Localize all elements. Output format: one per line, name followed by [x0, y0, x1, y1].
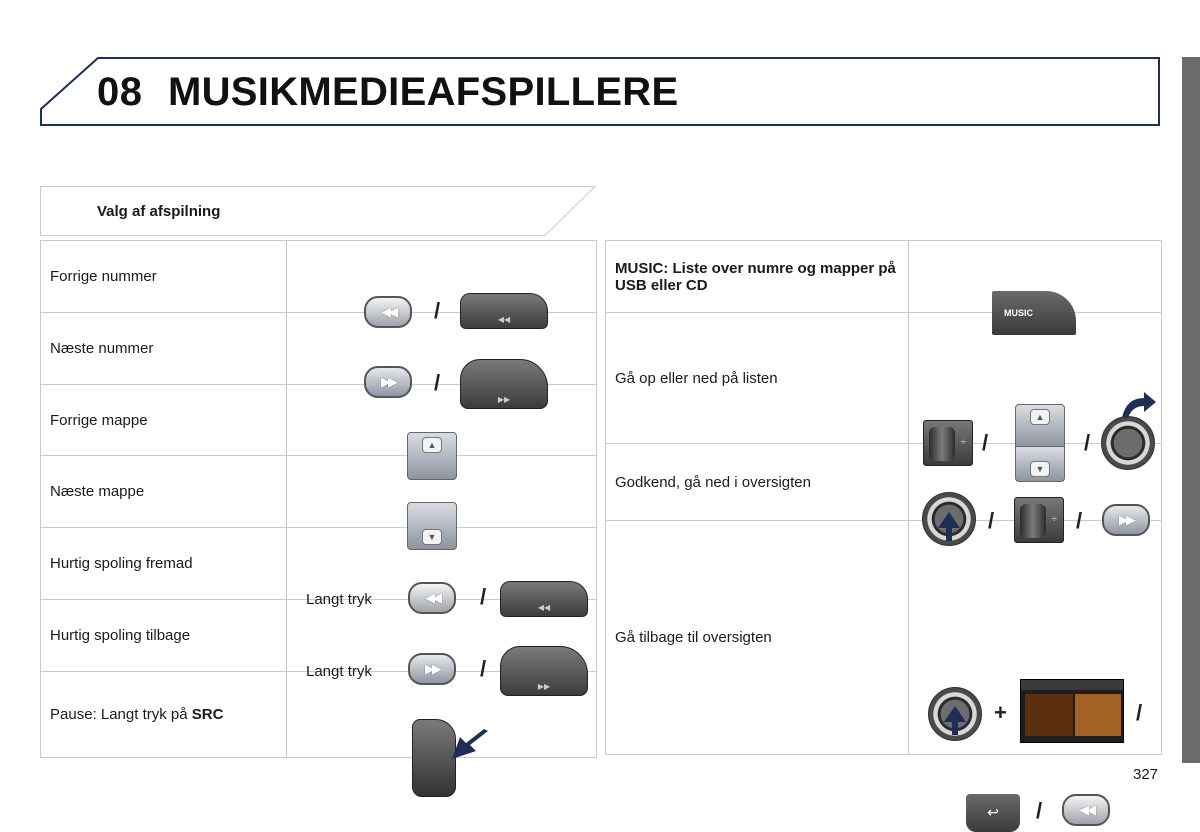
steering-wheel-control-icon: ▶▶ [500, 646, 588, 696]
section-heading-box [40, 186, 596, 236]
separator-slash: / [982, 430, 989, 455]
table-row [606, 444, 1162, 521]
page-number: 327 [1133, 766, 1159, 783]
long-press-note: Langt tryk [306, 662, 372, 680]
row-label: MUSIC: Liste over numre og mapper på USB eller CD [606, 241, 909, 313]
rewind-icon: ◀◀ [408, 582, 456, 614]
table-row [41, 456, 597, 528]
music-button-icon: MUSIC [992, 291, 1076, 335]
table-row [41, 241, 597, 313]
row-label: Godkend, gå ned i oversigten [606, 444, 909, 521]
row-icons [909, 241, 1162, 318]
steering-wheel-control-icon: ◀◀ [460, 293, 548, 329]
folder-up-icon: ▲ [1015, 404, 1065, 448]
scroll-wheel-icon: ÷ [1014, 497, 1064, 543]
folder-down-icon: ▼ [1015, 446, 1065, 482]
separator-slash: / [480, 655, 487, 681]
back-arrow-icon: ↩ [966, 794, 1020, 832]
row-label: Hurtig spoling fremad [41, 528, 287, 600]
pause-label: Pause: Langt tryk på [50, 706, 192, 723]
table-row [41, 385, 597, 456]
rewind-icon: ◀◀ [1062, 794, 1110, 826]
table-row [41, 600, 597, 672]
row-label: Forrige nummer [41, 241, 287, 313]
row-icons [909, 444, 1162, 533]
folder-up-icon: ▲ [407, 432, 457, 480]
table-row [606, 521, 1162, 755]
row-icons [909, 313, 1162, 474]
steering-wheel-control-icon: ◀◀ [500, 581, 588, 617]
separator-slash: / [480, 583, 487, 609]
rewind-icon: ◀◀ [364, 296, 412, 328]
screen-preview-image [1020, 679, 1124, 743]
separator-slash: / [1084, 430, 1091, 455]
table-row [41, 672, 597, 758]
row-label: Hurtig spoling tilbage [41, 600, 287, 672]
row-icons [287, 600, 597, 691]
src-label: SRC [191, 706, 224, 723]
playback-controls-table [40, 240, 597, 758]
row-label: Gå tilbage til oversigten [606, 521, 909, 755]
press-arrow-icon [944, 706, 966, 722]
row-label: Næste mappe [41, 456, 287, 528]
row-icons [287, 241, 597, 324]
table-row [41, 313, 597, 385]
steering-wheel-control-icon: ▶▶ [460, 359, 548, 409]
row-icons [287, 456, 597, 542]
fast-forward-icon: ▶▶ [1102, 504, 1150, 536]
chapter-title: MUSIKMEDIEAFSPILLERE [168, 70, 679, 114]
row-icons [287, 528, 597, 612]
scroll-wheel-icon: ÷ [923, 420, 973, 466]
separator-slash: / [434, 297, 441, 323]
section-heading: Valg af afspilning [97, 203, 221, 220]
folder-down-icon: ▼ [407, 502, 457, 550]
row-label: Forrige mappe [41, 385, 287, 456]
row-icons [287, 313, 597, 404]
chapter-side-tab [1182, 57, 1200, 763]
row-icons [287, 385, 597, 456]
separator-slash: / [1036, 797, 1043, 823]
separator-slash: / [1076, 508, 1083, 533]
fast-forward-icon: ▶▶ [364, 366, 412, 398]
row-label [41, 672, 287, 758]
press-arrow-stem [952, 721, 958, 735]
separator-slash: / [1136, 699, 1143, 725]
separator-slash: / [988, 508, 995, 533]
long-press-note: Langt tryk [306, 590, 372, 608]
separator-plus: + [994, 699, 1007, 725]
separator-slash: / [434, 369, 441, 395]
table-row [606, 313, 1162, 444]
row-icons [287, 672, 597, 758]
table-row [606, 241, 1162, 313]
rotate-arrow-icon [1118, 390, 1158, 420]
pointer-arrow-icon [448, 729, 490, 763]
row-label: Næste nummer [41, 313, 287, 385]
chapter-number: 08 [97, 70, 143, 114]
fast-forward-icon: ▶▶ [408, 653, 456, 685]
row-label: Gå op eller ned på listen [606, 313, 909, 444]
table-row [41, 528, 597, 600]
